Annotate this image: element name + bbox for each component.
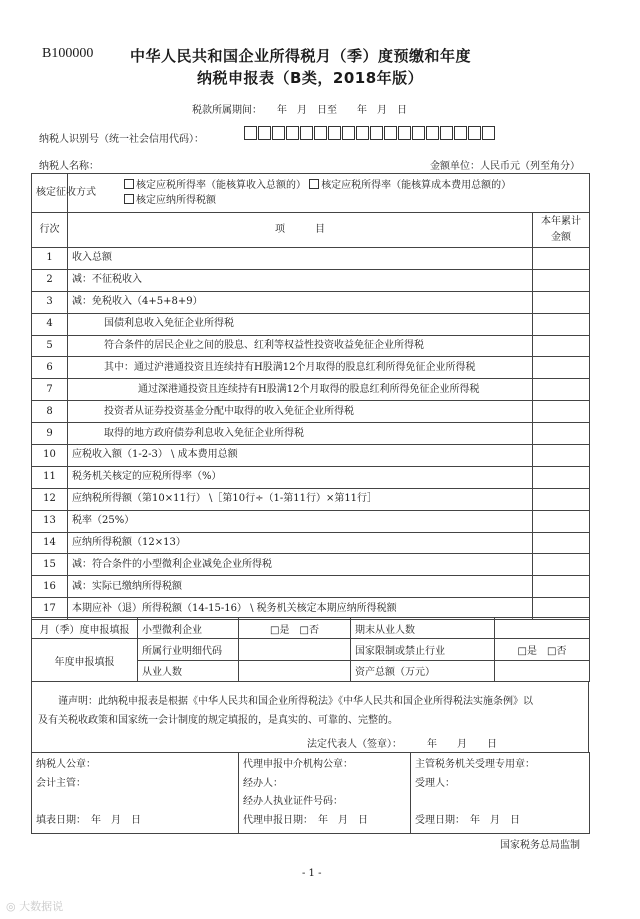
- amount-cell[interactable]: [533, 532, 590, 554]
- col-header-amount: 本年累计 金额: [533, 213, 590, 248]
- small-micro-label: 小型微利企业: [138, 618, 239, 639]
- taxpayer-name-label: 纳税人名称：: [39, 161, 99, 172]
- amount-cell[interactable]: [533, 445, 590, 467]
- table-row: 13 税率（25%）: [32, 510, 590, 532]
- table-row: 16 减：实际已缴纳所得税额: [32, 576, 590, 598]
- employees-end-value[interactable]: [495, 618, 590, 639]
- form-code: B100000: [42, 46, 94, 61]
- restricted-yes-no[interactable]: □是 □否: [495, 639, 590, 661]
- amount-cell[interactable]: [533, 357, 590, 379]
- main-table: [31, 173, 590, 620]
- table-row: 2 减：不征税收入: [32, 269, 590, 291]
- annual-label: 年度申报填报: [32, 639, 138, 682]
- id-box[interactable]: [468, 126, 481, 140]
- amount-unit: 金额单位：人民币元（列至角分）: [430, 161, 580, 172]
- table-row: 3 减：免税收入（4+5+8+9）: [32, 291, 590, 313]
- assets-label: 资产总额（万元）: [351, 660, 495, 682]
- amount-cell[interactable]: [533, 379, 590, 401]
- assets-value[interactable]: [495, 660, 590, 682]
- id-box[interactable]: [384, 126, 397, 140]
- table-row: 11 税务机关核定的应税所得率（%）: [32, 466, 590, 488]
- employees-end-label: 期末从业人数: [351, 618, 495, 639]
- id-box[interactable]: [398, 126, 411, 140]
- agent-seal-cell[interactable]: 代理申报中介机构公章： 经办人： 经办人执业证件号码： 代理申报日期： 年 月 日: [239, 753, 411, 834]
- amount-cell[interactable]: [533, 269, 590, 291]
- page-number: - 1 -: [302, 868, 322, 879]
- taxpayer-id-label: 纳税人识别号（统一社会信用代码）：: [39, 134, 204, 145]
- amount-cell[interactable]: [533, 510, 590, 532]
- id-box[interactable]: [440, 126, 453, 140]
- table-row: 8 投资者从证券投资基金分配中取得的收入免征企业所得税: [32, 401, 590, 423]
- method-options: [68, 174, 590, 213]
- table-row: 14 应纳所得税额（12×13）: [32, 532, 590, 554]
- employees-label: 从业人数: [138, 660, 239, 682]
- checkbox-icon: [124, 194, 134, 204]
- id-box[interactable]: [286, 126, 299, 140]
- declaration-line2: 及有关税收政策和国家统一会计制度的规定填报的，是真实的、可靠的、完整的。: [38, 715, 398, 726]
- table-row: 6 其中：通过沪港通投资且连续持有H股满12个月取得的股息红利所得免征企业所得税: [32, 357, 590, 379]
- amount-cell[interactable]: [533, 466, 590, 488]
- table-row: 9 取得的地方政府债券利息收入免征企业所得税: [32, 423, 590, 445]
- id-box[interactable]: [314, 126, 327, 140]
- employees-value[interactable]: [239, 660, 351, 682]
- id-box[interactable]: [482, 126, 495, 140]
- supervised-by: 国家税务总局监制: [500, 840, 580, 851]
- legal-representative: 法定代表人（签章）： 年 月 日: [307, 739, 497, 750]
- amount-cell[interactable]: [533, 248, 590, 270]
- col-header-row-no: 行次: [32, 213, 68, 248]
- amount-cell[interactable]: [533, 423, 590, 445]
- amount-cell[interactable]: [533, 291, 590, 313]
- quarterly-label: 月（季）度申报填报: [32, 618, 138, 639]
- col-header-item: 项 目: [68, 213, 533, 248]
- watermark: ◎ 大数据说: [6, 900, 64, 913]
- id-box[interactable]: [426, 126, 439, 140]
- table-row: 17 本期应补（退）所得税额（14-15-16） \ 税务机关核定本期应纳所得税额: [32, 598, 590, 620]
- id-box[interactable]: [370, 126, 383, 140]
- amount-cell[interactable]: [533, 554, 590, 576]
- restricted-industry-label: 国家限制或禁止行业: [351, 639, 495, 661]
- industry-code-label: 所属行业明细代码: [138, 639, 239, 661]
- table-row: 7 通过深港通投资且连续持有H股满12个月取得的股息红利所得免征企业所得税: [32, 379, 590, 401]
- id-box[interactable]: [356, 126, 369, 140]
- checkbox-icon: [309, 179, 319, 189]
- table-row: 12 应纳税所得额（第10×11行） \［第10行÷（1-第11行）×第11行］: [32, 488, 590, 510]
- id-box[interactable]: [300, 126, 313, 140]
- small-micro-yes-no[interactable]: □是 □否: [239, 618, 351, 639]
- amount-cell[interactable]: [533, 313, 590, 335]
- id-box[interactable]: [412, 126, 425, 140]
- id-box[interactable]: [244, 126, 257, 140]
- amount-cell[interactable]: [533, 335, 590, 357]
- taxpayer-id-boxes[interactable]: [244, 126, 495, 140]
- supplementary-table: [31, 617, 590, 682]
- method-option-2[interactable]: 核定应税所得率（能核算成本费用总额的）: [309, 180, 511, 191]
- table-row: 4 国债利息收入免征企业所得税: [32, 313, 590, 335]
- method-option-3[interactable]: 核定应纳所得税额: [124, 195, 216, 206]
- id-box[interactable]: [454, 126, 467, 140]
- table-row: 15 减：符合条件的小型微利企业减免企业所得税: [32, 554, 590, 576]
- amount-cell[interactable]: [533, 401, 590, 423]
- method-option-1[interactable]: 核定应税所得率（能核算收入总额的）: [124, 180, 306, 191]
- signature-table: [31, 752, 590, 834]
- tax-period: 税款所属期间： 年 月 日至 年 月 日: [192, 105, 407, 116]
- amount-cell[interactable]: [533, 576, 590, 598]
- form-title-line2: 纳税申报表（B类，2018年版）: [197, 69, 424, 87]
- declaration-line1: 谨声明：此纳税申报表是根据《中华人民共和国企业所得税法》《中华人民共和国企业所得税法实施条例》以: [58, 696, 533, 707]
- table-row: 10 应税收入额（1-2-3） \ 成本费用总额: [32, 445, 590, 467]
- form-title-line1: 中华人民共和国企业所得税月（季）度预缴和年度: [130, 47, 472, 65]
- watermark-logo-icon: ◎: [6, 900, 16, 913]
- taxpayer-seal-cell[interactable]: 纳税人公章： 会计主管： 填表日期： 年 月 日: [32, 753, 239, 834]
- table-row: 5 符合条件的居民企业之间的股息、红利等权益性投资收益免征企业所得税: [32, 335, 590, 357]
- industry-code-value[interactable]: [239, 639, 351, 661]
- declaration: [31, 681, 589, 753]
- id-box[interactable]: [342, 126, 355, 140]
- id-box[interactable]: [258, 126, 271, 140]
- id-box[interactable]: [272, 126, 285, 140]
- id-box[interactable]: [328, 126, 341, 140]
- amount-cell[interactable]: [533, 488, 590, 510]
- tax-authority-cell[interactable]: 主管税务机关受理专用章： 受理人： 受理日期： 年 月 日: [411, 753, 590, 834]
- checkbox-icon: [124, 179, 134, 189]
- table-row: 1 收入总额: [32, 248, 590, 270]
- method-label: 核定征收方式: [32, 174, 68, 213]
